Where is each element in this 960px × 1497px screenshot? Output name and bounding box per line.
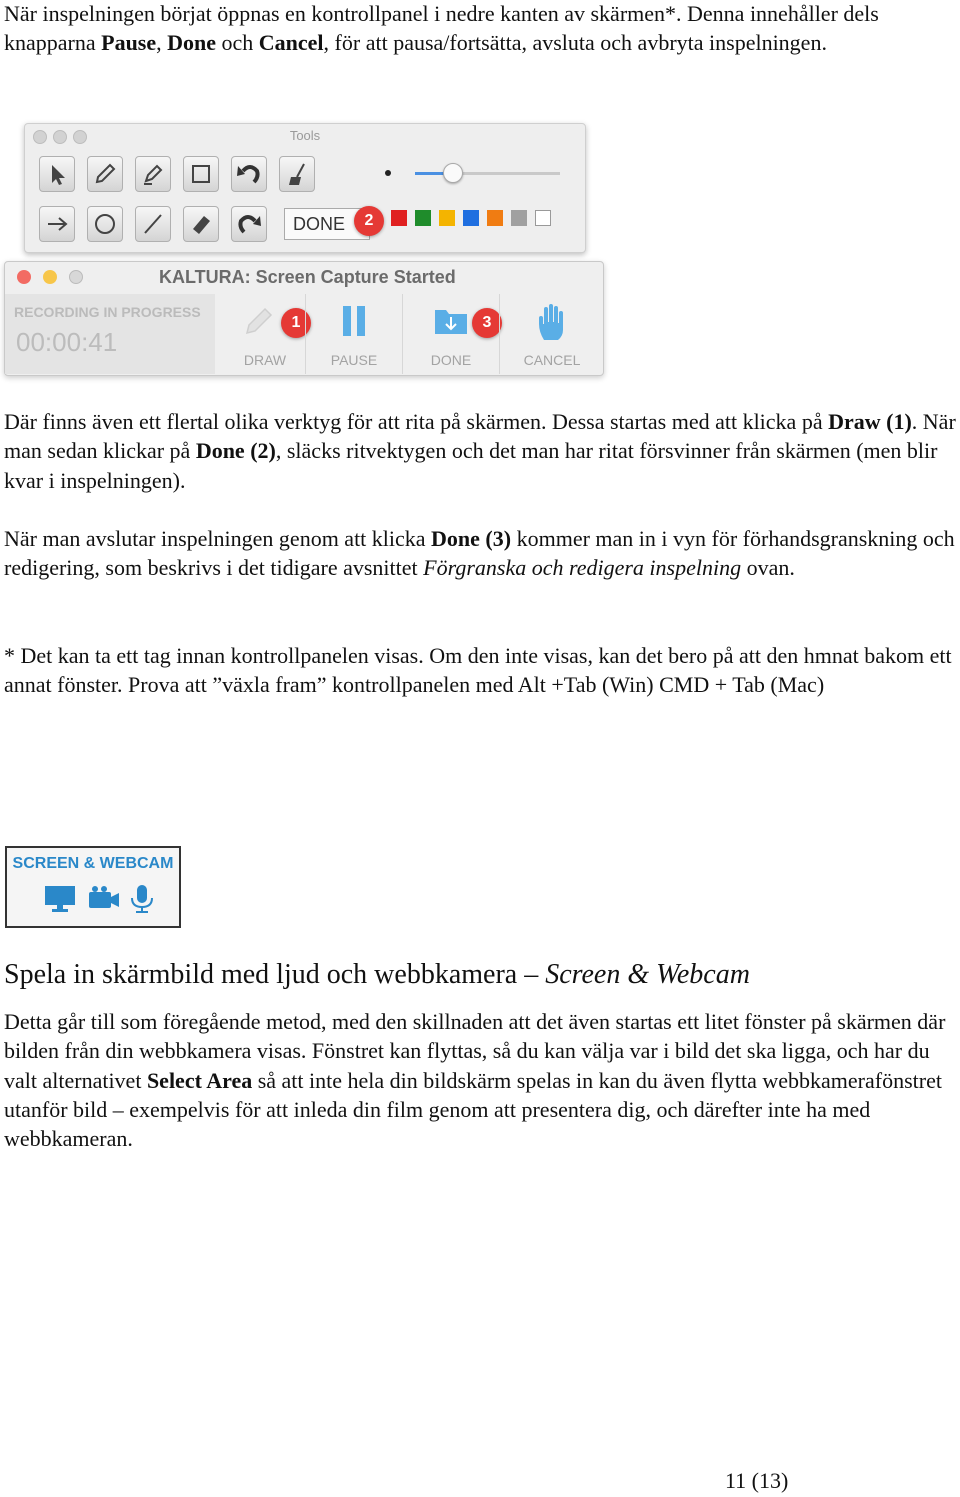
footnote-paragraph	[4, 641, 960, 700]
color-swatch-red[interactable]	[391, 210, 407, 226]
done-keyword: Done (2)	[195, 438, 276, 464]
intro-paragraph	[4, 0, 960, 58]
rectangle-icon[interactable]	[183, 156, 219, 192]
page-number: 11 (13)	[725, 1468, 789, 1493]
pause-icon	[339, 304, 369, 347]
capture-control-panel	[4, 261, 604, 376]
pause-button[interactable]	[305, 294, 402, 374]
color-swatch-white[interactable]	[535, 210, 551, 226]
intro-text: När inspelningen börjat öppnas en kontrollpanel i nedre kanten av skärmen*. Denna innehåller dels knapparna	[4, 1, 879, 56]
draw-keyword: Draw (1)	[828, 409, 912, 434]
section-reference: Förgranska och redigera inspelning	[423, 555, 742, 581]
monitor-icon	[43, 884, 77, 914]
paragraph-text: , släcks ritvektygen och det man har ritat försvinner från skärmen (men blir kvar i inspelningen).	[4, 438, 938, 493]
eraser-icon[interactable]	[183, 206, 219, 242]
microphone-icon	[125, 884, 159, 914]
webcam-paragraph	[4, 1007, 960, 1153]
folder-icon	[433, 304, 469, 345]
cancel-keyword: Cancel	[258, 30, 324, 56]
circle-icon[interactable]	[87, 206, 123, 242]
paragraph-text: . När man sedan klickar på	[4, 409, 956, 464]
cancel-label: CANCEL	[523, 352, 581, 368]
pause-label: PAUSE	[330, 352, 378, 368]
heading-text: Spela in skärmbild med ljud och webbkamera –	[4, 959, 546, 990]
paragraph-text: Där finns även ett flertal olika verktyg för att rita på skärmen. Dessa startas med att klicka på	[4, 409, 829, 434]
color-swatch-orange[interactable]	[487, 210, 503, 226]
done-label: DONE	[430, 352, 472, 368]
kaltura-screenshot	[2, 118, 604, 376]
footnote-text: * Det kan ta ett tag innan kontrollpanelen visas. Om den inte visas, kan det bero på att den hmnat bakom ett annat fönster. Prova att ”växla fram” kontrollpanelen med Alt +Tab (Win) CMD + Tab (Mac)	[4, 643, 952, 698]
heading-italic: Screen & Webcam	[545, 959, 750, 990]
panel-title: KALTURA: Screen Capture Started	[159, 267, 456, 287]
paragraph-text: Detta går till som föregående metod, med den skillnaden att det även startas ett litet fönster på skärmen där bilden från din webbkamera visas. Fönstret kan flyttas, så du kan välja var i bild det ska ligga, och har du valt alternativet	[4, 1009, 946, 1093]
screen-webcam-label: SCREEN & WEBCAM	[12, 855, 174, 872]
cancel-button[interactable]	[499, 294, 604, 374]
recording-label: RECORDING IN PROGRESS	[14, 304, 201, 320]
size-slider-knob[interactable]	[443, 163, 463, 183]
color-swatch-green[interactable]	[415, 210, 431, 226]
arrow-icon[interactable]	[39, 206, 75, 242]
pause-keyword: Pause	[101, 30, 157, 56]
tools-window	[24, 123, 586, 253]
line-icon[interactable]	[135, 206, 171, 242]
tools-title: Tools	[289, 128, 321, 143]
select-area-keyword: Select Area	[146, 1067, 253, 1093]
section-heading	[4, 957, 750, 993]
paragraph-text: ovan.	[741, 555, 795, 581]
redo-icon[interactable]	[231, 206, 267, 242]
separator: ,	[156, 30, 168, 56]
panel-zoom-dot[interactable]	[69, 270, 83, 284]
done-keyword: Done (3)	[431, 526, 512, 551]
callout-badge-2: 2	[354, 206, 384, 236]
clear-icon[interactable]	[279, 156, 315, 192]
separator: och	[216, 30, 259, 56]
draw-paragraph	[4, 407, 960, 495]
panel-close-dot[interactable]	[17, 270, 31, 284]
pencil-icon	[242, 304, 276, 347]
highlighter-icon[interactable]	[135, 156, 171, 192]
screen-webcam-button[interactable]	[5, 846, 181, 928]
callout-badge-1: 1	[281, 308, 311, 338]
color-swatch-blue[interactable]	[463, 210, 479, 226]
callout-badge-3: 3	[472, 308, 502, 338]
paragraph-text: När man avslutar inspelningen genom att klicka	[4, 526, 432, 551]
brush-size-dot	[385, 170, 391, 176]
cursor-icon[interactable]	[39, 156, 75, 192]
hand-icon	[536, 304, 568, 351]
done-keyword: Done	[167, 30, 217, 56]
pencil-icon[interactable]	[87, 156, 123, 192]
panel-minimize-dot[interactable]	[43, 270, 57, 284]
color-swatch-yellow[interactable]	[439, 210, 455, 226]
done-paragraph	[4, 524, 960, 583]
recording-timer: 00:00:41	[16, 327, 118, 357]
paragraph-text: så att inte hela din bildskärm spelas in kan du även flytta webbkamerafönstret utanför bild – exempelvis för att inleda din film genom att presentera dig, och därefter inte ha med webbkameran.	[4, 1067, 942, 1152]
recording-status	[5, 294, 215, 374]
color-swatch-gray[interactable]	[511, 210, 527, 226]
intro-text-end: , för att pausa/fortsätta, avsluta och avbryta inspelningen.	[323, 30, 827, 56]
paragraph-text: kommer man in i vyn för förhandsgranskning och redigering, som beskrivs i det tidigare avsnittet	[4, 526, 955, 581]
draw-done-label: DONE	[293, 214, 346, 234]
camera-icon	[87, 884, 121, 914]
draw-label: DRAW	[243, 352, 287, 368]
undo-icon[interactable]	[231, 156, 267, 192]
